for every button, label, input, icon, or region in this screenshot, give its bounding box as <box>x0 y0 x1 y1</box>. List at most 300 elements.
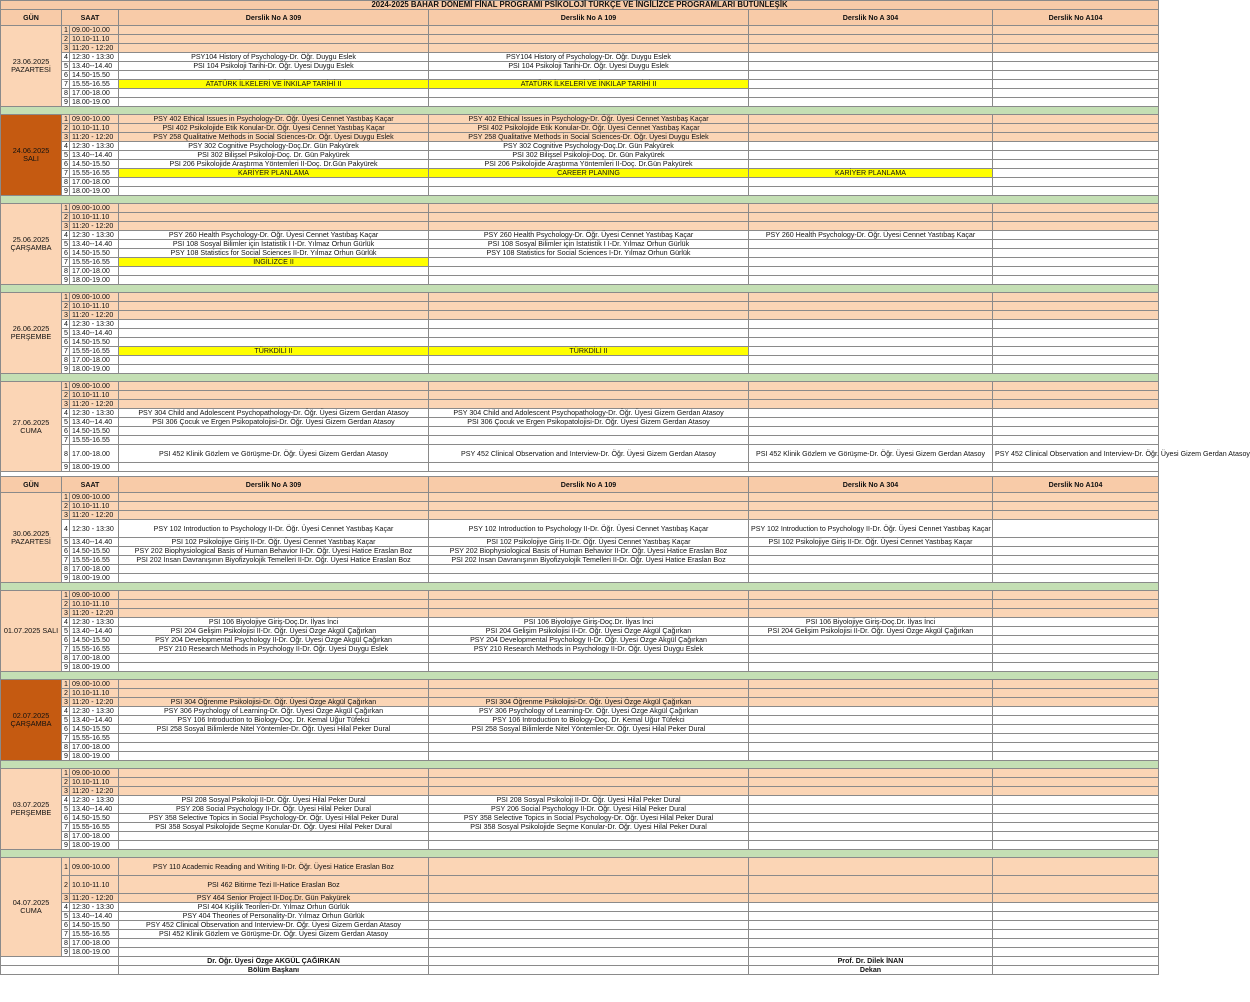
exam-cell-room-2: PSY 106 Introduction to Biology-Doç. Dr. Kemal Uğur Tüfekci <box>429 716 749 725</box>
slot-number: 4 <box>62 231 70 240</box>
time-cell: 15.55-16.55 <box>70 169 119 178</box>
schedule-row <box>1 320 1159 329</box>
day-date: 25.06.2025 <box>12 235 50 244</box>
slot-number: 6 <box>62 636 70 645</box>
slot-number: 3 <box>62 609 70 618</box>
exam-cell-room-2 <box>429 293 749 302</box>
time-cell: 18.00-19.00 <box>70 752 119 761</box>
exam-cell-room-1 <box>119 436 429 445</box>
exam-cell-room-4 <box>993 858 1159 876</box>
exam-cell-room-1 <box>119 71 429 80</box>
slot-number: 5 <box>62 62 70 71</box>
exam-cell-room-2 <box>429 258 749 267</box>
time-cell: 11:20 - 12:20 <box>70 311 119 320</box>
exam-cell-room-1 <box>119 98 429 107</box>
exam-cell-room-2 <box>429 939 749 948</box>
exam-cell-room-4 <box>993 80 1159 89</box>
exam-cell-room-1 <box>119 493 429 502</box>
time-cell: 15.55-16.55 <box>70 823 119 832</box>
exam-cell-room-1 <box>119 365 429 374</box>
time-cell: 18.00-19.00 <box>70 841 119 850</box>
slot-number: 4 <box>62 707 70 716</box>
exam-cell-room-3: PSI 452 Klinik Gözlem ve Görüşme-Dr. Öğr. Üyesi Gizem Gerdan Atasoy <box>749 445 993 463</box>
separator-cell <box>1 107 1159 115</box>
exam-cell-room-3 <box>749 382 993 391</box>
schedule-row <box>1 365 1159 374</box>
schedule-row <box>1 493 1159 502</box>
exam-cell-room-2 <box>429 921 749 930</box>
exam-cell-room-1: PSI 452 Klinik Gözlem ve Görüşme-Dr. Öğr. Üyesi Gizem Gerdan Atasoy <box>119 930 429 939</box>
exam-cell-room-4 <box>993 565 1159 574</box>
exam-cell-room-4 <box>993 249 1159 258</box>
exam-cell-room-1 <box>119 400 429 409</box>
exam-cell-room-4 <box>993 689 1159 698</box>
slot-number: 7 <box>62 80 70 89</box>
exam-cell-room-1: PSI 104 Psikoloji Tarihi-Dr. Öğr. Üyesi Duygu Eslek <box>119 62 429 71</box>
slot-number: 5 <box>62 716 70 725</box>
slot-number: 9 <box>62 463 70 472</box>
exam-cell-room-3 <box>749 636 993 645</box>
time-cell: 13.40--14.40 <box>70 418 119 427</box>
slot-number: 8 <box>62 445 70 463</box>
exam-cell-room-2 <box>429 654 749 663</box>
time-cell: 17.00-18.00 <box>70 445 119 463</box>
schedule-row <box>1 876 1159 894</box>
time-cell: 18.00-19.00 <box>70 463 119 472</box>
time-cell: 13.40--14.40 <box>70 240 119 249</box>
exam-cell-room-2 <box>429 912 749 921</box>
exam-cell-room-1 <box>119 778 429 787</box>
schedule-row <box>1 44 1159 53</box>
slot-number: 9 <box>62 187 70 196</box>
signature-right-name: Prof. Dr. Dilek İNAN <box>749 957 993 966</box>
exam-cell-room-2 <box>429 769 749 778</box>
slot-number: 4 <box>62 53 70 62</box>
exam-cell-room-1: PSY104 History of Psychology-Dr. Öğr. Duygu Eslek <box>119 53 429 62</box>
schedule-row <box>1 609 1159 618</box>
exam-cell-room-3 <box>749 814 993 823</box>
slot-number: 3 <box>62 787 70 796</box>
time-cell: 14.50-15.50 <box>70 814 119 823</box>
exam-cell-room-4 <box>993 493 1159 502</box>
schedule-row <box>1 600 1159 609</box>
time-cell: 11:20 - 12:20 <box>70 698 119 707</box>
slot-number: 7 <box>62 556 70 565</box>
exam-cell-room-3 <box>749 894 993 903</box>
exam-cell-room-3 <box>749 258 993 267</box>
exam-cell-room-3 <box>749 565 993 574</box>
slot-number: 2 <box>62 876 70 894</box>
exam-cell-room-3 <box>749 187 993 196</box>
time-cell: 12:30 - 13:30 <box>70 409 119 418</box>
time-cell: 17.00-18.00 <box>70 178 119 187</box>
slot-number: 8 <box>62 178 70 187</box>
column-header-row <box>1 10 1159 26</box>
slot-number: 9 <box>62 98 70 107</box>
exam-cell-room-3 <box>749 463 993 472</box>
exam-cell-room-2: PSI 302 Bilişsel Psikoloji-Doç. Dr. Gün Pakyürek <box>429 151 749 160</box>
slot-number: 1 <box>62 680 70 689</box>
exam-cell-room-3 <box>749 160 993 169</box>
exam-cell-room-1: PSI 202 İnsan Davranışının Biyofizyolojik Temelleri II-Dr. Öğr. Üyesi Hatice Eraslan Boz <box>119 556 429 565</box>
exam-cell-room-2 <box>429 222 749 231</box>
exam-cell-room-3 <box>749 53 993 62</box>
exam-cell-room-4: PSY 452 Clinical Observation and Interview-Dr. Öğr. Üyesi Gizem Gerdan Atasoy <box>993 445 1159 463</box>
exam-cell-room-2: PSI 402 Psikolojide Etik Konular-Dr. Öğr. Üyesi Cennet Yastıbaş Kaçar <box>429 124 749 133</box>
exam-cell-room-3 <box>749 213 993 222</box>
exam-cell-room-3: KARİYER PLANLAMA <box>749 169 993 178</box>
exam-cell-room-4 <box>993 948 1159 957</box>
exam-cell-room-1 <box>119 743 429 752</box>
time-cell: 09.00-10.00 <box>70 26 119 35</box>
time-cell: 12:30 - 13:30 <box>70 903 119 912</box>
sig-empty <box>993 957 1159 966</box>
exam-cell-room-4 <box>993 520 1159 538</box>
exam-cell-room-3 <box>749 44 993 53</box>
schedule-row <box>1 645 1159 654</box>
schedule-row <box>1 511 1159 520</box>
exam-cell-room-2: PSY 258 Qualitative Methods in Social Sciences-Dr. Öğr. Üyesi Duygu Eslek <box>429 133 749 142</box>
exam-cell-room-1 <box>119 293 429 302</box>
exam-cell-room-1: TÜRKDİLİ II <box>119 347 429 356</box>
day-date: 01.07.2025 SALI <box>3 626 59 635</box>
exam-cell-room-1 <box>119 787 429 796</box>
exam-cell-room-4 <box>993 115 1159 124</box>
slot-number: 7 <box>62 930 70 939</box>
exam-cell-room-2: CAREER PLANING <box>429 169 749 178</box>
exam-cell-room-1 <box>119 302 429 311</box>
exam-cell-room-1: PSI 102 Psikolojiye Giriş II-Dr. Öğr. Üyesi Cennet Yastıbaş Kaçar <box>119 538 429 547</box>
exam-cell-room-1: PSY 208 Social Psychology II-Dr. Öğr. Üyesi Hilal Peker Dural <box>119 805 429 814</box>
day-cell <box>1 858 62 957</box>
sig-empty <box>429 957 749 966</box>
time-cell: 15.55-16.55 <box>70 645 119 654</box>
exam-cell-room-3 <box>749 249 993 258</box>
exam-cell-room-1: PSY 108 Statistics for Social Sciences II-Dr. Yılmaz Orhun Gürlük <box>119 249 429 258</box>
exam-cell-room-1: PSY 106 Introduction to Biology-Doç. Dr. Kemal Uğur Tüfekci <box>119 716 429 725</box>
sig-spacer <box>1 966 119 975</box>
time-cell: 15.55-16.55 <box>70 258 119 267</box>
exam-cell-room-4 <box>993 53 1159 62</box>
time-cell: 09.00-10.00 <box>70 769 119 778</box>
exam-cell-room-2 <box>429 463 749 472</box>
slot-number: 5 <box>62 240 70 249</box>
slot-number: 7 <box>62 734 70 743</box>
schedule-row <box>1 707 1159 716</box>
exam-cell-room-4 <box>993 511 1159 520</box>
schedule-row <box>1 356 1159 365</box>
exam-cell-room-3 <box>749 418 993 427</box>
exam-cell-room-1: PSY 404 Theories of Personality-Dr. Yılmaz Orhun Gürlük <box>119 912 429 921</box>
schedule-row <box>1 939 1159 948</box>
time-cell: 10.10-11.10 <box>70 35 119 44</box>
exam-cell-room-3 <box>749 26 993 35</box>
exam-cell-room-2 <box>429 609 749 618</box>
time-cell: 11:20 - 12:20 <box>70 511 119 520</box>
exam-cell-room-2 <box>429 320 749 329</box>
time-cell: 12:30 - 13:30 <box>70 618 119 627</box>
exam-cell-room-4 <box>993 133 1159 142</box>
time-cell: 17.00-18.00 <box>70 565 119 574</box>
schedule-row <box>1 787 1159 796</box>
exam-cell-room-1: PSY 452 Clinical Observation and Interview-Dr. Öğr. Üyesi Gizem Gerdan Atasoy <box>119 921 429 930</box>
exam-cell-room-4 <box>993 502 1159 511</box>
title-row <box>1 1 1159 10</box>
exam-cell-room-1: PSI 206 Psikolojide Araştırma Yöntemleri II-Doç. Dr.Gün Pakyürek <box>119 160 429 169</box>
day-name: ÇARŞAMBA <box>10 243 52 252</box>
day-cell <box>1 26 62 107</box>
schedule-row <box>1 249 1159 258</box>
exam-cell-room-2 <box>429 894 749 903</box>
exam-cell-room-1 <box>119 574 429 583</box>
slot-number: 2 <box>62 778 70 787</box>
slot-number: 5 <box>62 418 70 427</box>
exam-cell-room-3 <box>749 939 993 948</box>
slot-number: 8 <box>62 565 70 574</box>
exam-cell-room-1 <box>119 213 429 222</box>
exam-cell-room-3 <box>749 124 993 133</box>
day-cell <box>1 115 62 196</box>
exam-cell-room-1 <box>119 356 429 365</box>
exam-cell-room-2 <box>429 752 749 761</box>
header-room-3: Derslik No A 304 <box>749 10 993 26</box>
signature-right-title: Dekan <box>749 966 993 975</box>
schedule-row <box>1 80 1159 89</box>
time-cell: 09.00-10.00 <box>70 115 119 124</box>
exam-cell-room-2 <box>429 948 749 957</box>
exam-cell-room-4 <box>993 609 1159 618</box>
schedule-row <box>1 400 1159 409</box>
exam-cell-room-1: PSY 402 Ethical Issues in Psychology-Dr. Öğr. Üyesi Cennet Yastıbaş Kaçar <box>119 115 429 124</box>
exam-cell-room-3 <box>749 778 993 787</box>
time-cell: 18.00-19.00 <box>70 948 119 957</box>
exam-cell-room-4 <box>993 276 1159 285</box>
schedule-row <box>1 151 1159 160</box>
exam-cell-room-4 <box>993 240 1159 249</box>
slot-number: 1 <box>62 769 70 778</box>
time-cell: 09.00-10.00 <box>70 493 119 502</box>
schedule-row <box>1 930 1159 939</box>
slot-number: 1 <box>62 204 70 213</box>
time-cell: 09.00-10.00 <box>70 293 119 302</box>
slot-number: 3 <box>62 222 70 231</box>
exam-cell-room-3 <box>749 493 993 502</box>
exam-cell-room-4 <box>993 769 1159 778</box>
schedule-row <box>1 293 1159 302</box>
schedule-row <box>1 948 1159 957</box>
schedule-row <box>1 547 1159 556</box>
exam-cell-room-2: TÜRKDİLİ II <box>429 347 749 356</box>
exam-cell-room-3 <box>749 502 993 511</box>
slot-number: 8 <box>62 89 70 98</box>
slot-number: 6 <box>62 427 70 436</box>
exam-cell-room-3 <box>749 930 993 939</box>
time-cell: 17.00-18.00 <box>70 356 119 365</box>
time-cell: 14.50-15.50 <box>70 249 119 258</box>
time-cell: 14.50-15.50 <box>70 636 119 645</box>
exam-cell-room-1 <box>119 689 429 698</box>
exam-cell-room-1 <box>119 89 429 98</box>
schedule-row <box>1 311 1159 320</box>
exam-cell-room-2: PSI 258 Sosyal Bilimlerde Nitel Yöntemler-Dr. Öğr. Üyesi Hilal Peker Dural <box>429 725 749 734</box>
schedule-row <box>1 133 1159 142</box>
exam-cell-room-2 <box>429 511 749 520</box>
exam-cell-room-1: PSI 404 Kişilik Teorileri-Dr. Yılmaz Orhun Gürlük <box>119 903 429 912</box>
exam-cell-room-4 <box>993 805 1159 814</box>
schedule-row <box>1 329 1159 338</box>
exam-cell-room-3 <box>749 734 993 743</box>
exam-cell-room-4 <box>993 707 1159 716</box>
exam-cell-room-2 <box>429 436 749 445</box>
exam-cell-room-2: PSY 206 Social Psychology II-Dr. Öğr. Üyesi Hilal Peker Dural <box>429 805 749 814</box>
slot-number: 3 <box>62 44 70 53</box>
sig-empty <box>429 966 749 975</box>
day-date: 30.06.2025 <box>12 528 50 538</box>
time-cell: 15.55-16.55 <box>70 930 119 939</box>
exam-cell-room-4 <box>993 365 1159 374</box>
time-cell: 15.55-16.55 <box>70 80 119 89</box>
time-cell: 10.10-11.10 <box>70 778 119 787</box>
time-cell: 17.00-18.00 <box>70 939 119 948</box>
time-cell: 13.40--14.40 <box>70 538 119 547</box>
exam-cell-room-3 <box>749 151 993 160</box>
exam-cell-room-3 <box>749 858 993 876</box>
exam-cell-room-1: PSY 210 Research Methods in Psychology II-Dr. Öğr. Üyesi Duygu Eslek <box>119 645 429 654</box>
schedule-row <box>1 752 1159 761</box>
exam-cell-room-4 <box>993 320 1159 329</box>
header-room-3: Derslik No A 304 <box>749 477 993 493</box>
exam-cell-room-1: KARİYER PLANLAMA <box>119 169 429 178</box>
time-cell: 15.55-16.55 <box>70 734 119 743</box>
exam-cell-room-3 <box>749 436 993 445</box>
exam-cell-room-2: PSI 206 Psikolojide Araştırma Yöntemleri II-Doç. Dr.Gün Pakyürek <box>429 160 749 169</box>
time-cell: 15.55-16.55 <box>70 436 119 445</box>
day-name: PERŞEMBE <box>10 332 52 341</box>
exam-cell-room-1 <box>119 311 429 320</box>
exam-cell-room-2: PSY 204 Developmental Psychology II-Dr. Öğr. Üyesi Özge Akgül Çağırkan <box>429 636 749 645</box>
day-date: 27.06.2025 <box>12 417 50 427</box>
exam-cell-room-4 <box>993 538 1159 547</box>
exam-cell-room-2 <box>429 365 749 374</box>
exam-cell-room-4 <box>993 939 1159 948</box>
exam-cell-room-2: PSY 108 Statistics for Social Sciences I-Dr. Yılmaz Orhun Gürlük <box>429 249 749 258</box>
schedule-row <box>1 565 1159 574</box>
exam-cell-room-2 <box>429 267 749 276</box>
exam-cell-room-4 <box>993 921 1159 930</box>
schedule-row <box>1 463 1159 472</box>
day-separator-row <box>1 761 1159 769</box>
exam-cell-room-1 <box>119 502 429 511</box>
slot-number: 2 <box>62 35 70 44</box>
exam-cell-room-3: PSI 102 Psikolojiye Giriş II-Dr. Öğr. Üyesi Cennet Yastıbaş Kaçar <box>749 538 993 547</box>
schedule-row <box>1 26 1159 35</box>
exam-cell-room-4 <box>993 98 1159 107</box>
day-cell <box>1 769 62 850</box>
exam-cell-room-1 <box>119 680 429 689</box>
exam-cell-room-1: PSI 306 Çocuk ve Ergen Psikopatolojisi-Dr. Öğr. Üyesi Gizem Gerdan Atasoy <box>119 418 429 427</box>
exam-cell-room-3: PSI 106 Biyolojiye Giriş-Doç.Dr. İlyas İnci <box>749 618 993 627</box>
signature-left-title: Bölüm Başkanı <box>119 966 429 975</box>
exam-cell-room-2 <box>429 689 749 698</box>
slot-number: 2 <box>62 600 70 609</box>
exam-cell-room-2 <box>429 591 749 600</box>
slot-number: 6 <box>62 249 70 258</box>
exam-cell-room-2 <box>429 841 749 850</box>
time-cell: 12:30 - 13:30 <box>70 231 119 240</box>
schedule-row <box>1 240 1159 249</box>
slot-number: 5 <box>62 538 70 547</box>
slot-number: 7 <box>62 258 70 267</box>
time-cell: 14.50-15.50 <box>70 427 119 436</box>
day-separator-row <box>1 285 1159 293</box>
exam-cell-room-2: PSY104 History of Psychology-Dr. Öğr. Duygu Eslek <box>429 53 749 62</box>
exam-cell-room-4 <box>993 725 1159 734</box>
slot-number: 9 <box>62 663 70 672</box>
exam-cell-room-4 <box>993 258 1159 267</box>
slot-number: 9 <box>62 948 70 957</box>
slot-number: 2 <box>62 302 70 311</box>
exam-cell-room-3 <box>749 511 993 520</box>
slot-number: 6 <box>62 547 70 556</box>
exam-cell-room-3 <box>749 356 993 365</box>
exam-cell-room-4 <box>993 400 1159 409</box>
exam-cell-room-4 <box>993 35 1159 44</box>
time-cell: 11:20 - 12:20 <box>70 222 119 231</box>
schedule-row <box>1 124 1159 133</box>
exam-cell-room-1: PSI 204 Gelişim Psikolojisi II-Dr. Öğr. Üyesi Özge Akgül Çağırkan <box>119 627 429 636</box>
exam-cell-room-3 <box>749 912 993 921</box>
exam-cell-room-2 <box>429 663 749 672</box>
time-cell: 11:20 - 12:20 <box>70 44 119 53</box>
exam-cell-room-1 <box>119 463 429 472</box>
exam-cell-room-2 <box>429 187 749 196</box>
exam-cell-room-3 <box>749 948 993 957</box>
exam-cell-room-3 <box>749 62 993 71</box>
exam-cell-room-3 <box>749 725 993 734</box>
exam-cell-room-2: PSI 306 Çocuk ve Ergen Psikopatolojisi-Dr. Öğr. Üyesi Gizem Gerdan Atasoy <box>429 418 749 427</box>
exam-cell-room-4 <box>993 743 1159 752</box>
exam-cell-room-4 <box>993 382 1159 391</box>
time-cell: 10.10-11.10 <box>70 124 119 133</box>
day-date: 02.07.2025 <box>12 711 50 720</box>
schedule-row <box>1 921 1159 930</box>
time-cell: 11:20 - 12:20 <box>70 400 119 409</box>
schedule-row <box>1 409 1159 418</box>
exam-cell-room-2 <box>429 743 749 752</box>
day-name: PAZARTESİ <box>11 536 51 546</box>
schedule-row <box>1 436 1159 445</box>
exam-cell-room-2 <box>429 213 749 222</box>
separator-cell <box>1 196 1159 204</box>
day-name: PAZARTESİ <box>11 65 51 74</box>
slot-number: 7 <box>62 823 70 832</box>
exam-cell-room-4 <box>993 645 1159 654</box>
slot-number: 5 <box>62 912 70 921</box>
time-cell: 13.40--14.40 <box>70 805 119 814</box>
exam-cell-room-1 <box>119 187 429 196</box>
exam-cell-room-1: PSY 306 Psychology of Learning-Dr. Öğr. Üyesi Özge Akgül Çağırkan <box>119 707 429 716</box>
exam-cell-room-1 <box>119 329 429 338</box>
exam-cell-room-1: PSY 258 Qualitative Methods in Social Sciences-Dr. Öğr. Üyesi Duygu Eslek <box>119 133 429 142</box>
exam-cell-room-2 <box>429 565 749 574</box>
exam-cell-room-2 <box>429 400 749 409</box>
header-room-2: Derslik No A 109 <box>429 477 749 493</box>
schedule-row <box>1 35 1159 44</box>
schedule-row <box>1 231 1159 240</box>
exam-cell-room-1 <box>119 178 429 187</box>
column-header-row <box>1 477 1159 493</box>
exam-cell-room-4 <box>993 267 1159 276</box>
